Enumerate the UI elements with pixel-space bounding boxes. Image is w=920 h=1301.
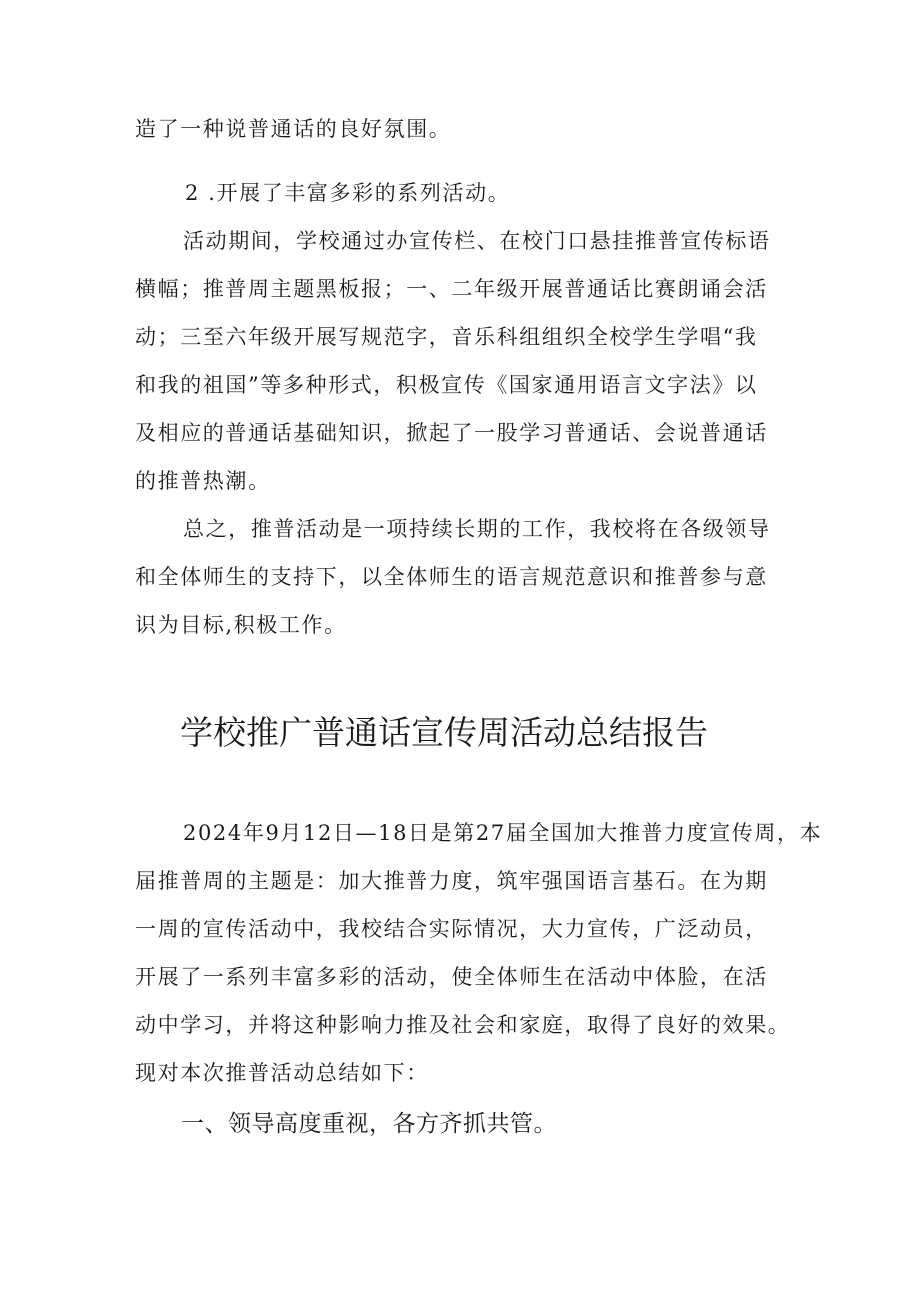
paragraph-line: 动中学习，并将这种影响力推及社会和家庭，取得了良好的效果。 xyxy=(135,1013,791,1037)
paragraph-line: 开展了一系列丰富多彩的活动，使全体师生在活动中体脸，在活 xyxy=(135,965,768,989)
paragraph-line: 识为目标,积极工作。 xyxy=(135,613,347,637)
report-title: 学校推广普通话宣传周活动总结报告 xyxy=(180,713,708,752)
paragraph-line: 横幅；推普周主题黑板报；一、二年级开展普通话比赛朗诵会活 xyxy=(135,277,768,301)
paragraph-line: 动；三至六年级开展写规范字，音乐科组组织全校学生学唱“我 xyxy=(135,325,758,349)
paragraph-line: 现对本次推普活动总结如下： xyxy=(135,1061,429,1085)
paragraph-line: 造了一种说普通话的良好氛围。 xyxy=(135,117,452,141)
paragraph-line: 届推普周的主题是：加大推普力度，筑牢强国语言基石。在为期 xyxy=(135,869,768,893)
list-item-heading: 2 .开展了丰富多彩的系列活动。 xyxy=(185,181,511,205)
paragraph-line: 和我的祖国”等多种形式，积极宣传《国家通用语言文字法》以 xyxy=(135,373,758,397)
paragraph-line: 活动期间，学校通过办宣传栏、在校门口悬挂推普宣传标语 xyxy=(183,229,771,253)
paragraph-line: 2024年9月12日—18日是第27届全国加大推普力度宣传周，本 xyxy=(183,821,823,845)
paragraph-line: 一周的宣传活动中，我校结合实际情况，大力宣传，广泛动员， xyxy=(135,917,768,941)
paragraph-line: 总之，推普活动是一项持续长期的工作，我校将在各级领导 xyxy=(183,517,771,541)
paragraph-line: 的推普热潮。 xyxy=(135,469,271,493)
paragraph-line: 及相应的普通话基础知识，掀起了一股学习普通话、会说普通话 xyxy=(135,421,768,445)
paragraph-line: 和全体师生的支持下，以全体师生的语言规范意识和推普参与意 xyxy=(135,565,768,589)
section-heading: 一、领导高度重视，各方齐抓共管。 xyxy=(181,1111,557,1137)
